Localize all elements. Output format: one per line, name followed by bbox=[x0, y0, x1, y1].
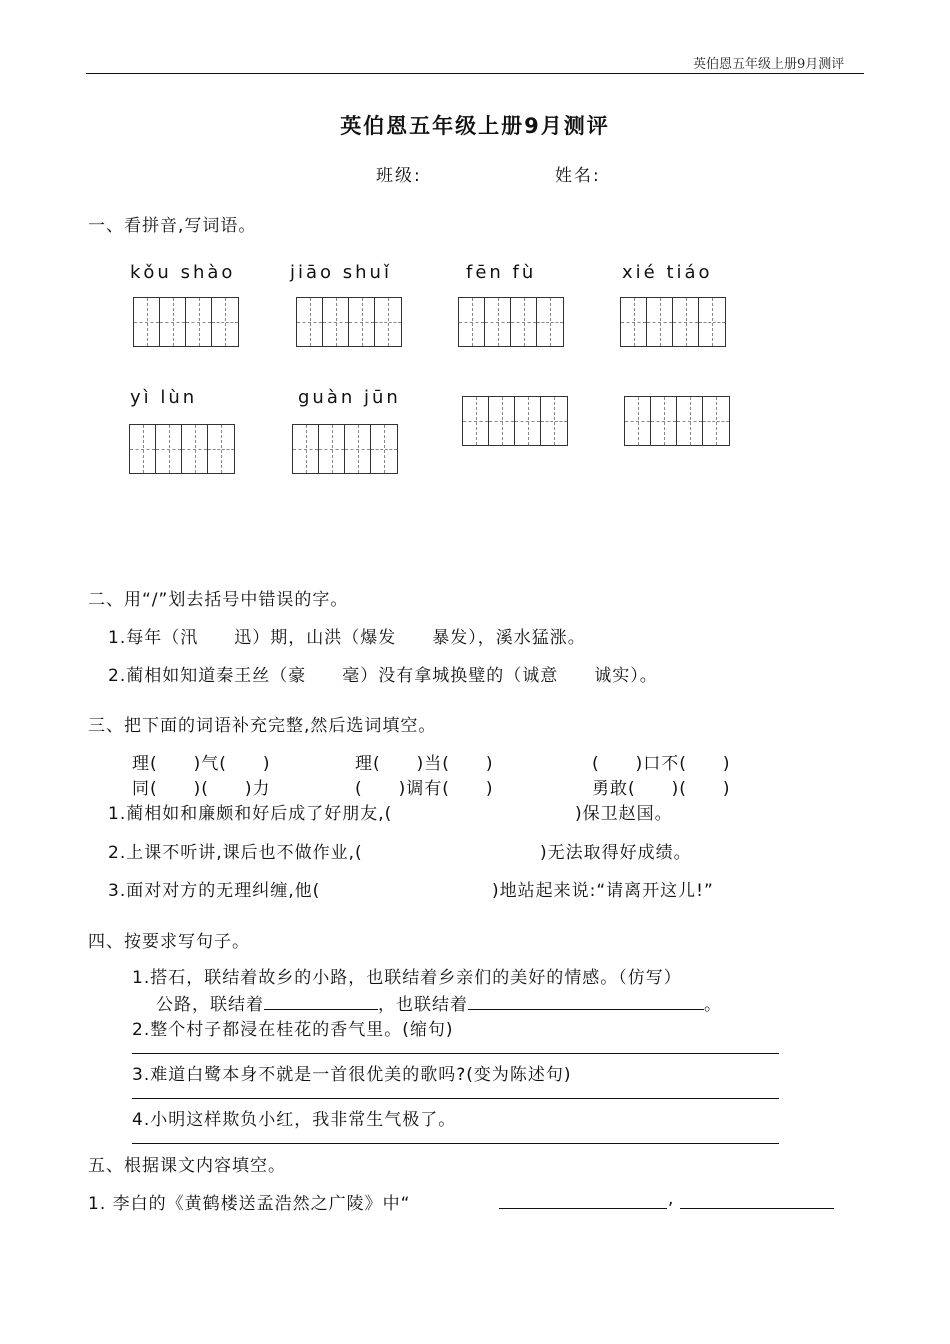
writing-grid-7[interactable] bbox=[462, 396, 568, 446]
answer-line-q3[interactable] bbox=[132, 1098, 779, 1099]
section4-heading: 四、按要求写句子。 bbox=[88, 932, 250, 952]
fill-sentence-3-after: )地站起来说:“请离开这儿!” bbox=[492, 881, 714, 901]
idiom-1[interactable]: 理( )气( ) bbox=[132, 754, 271, 774]
idiom-5[interactable]: ( )调有( ) bbox=[355, 779, 494, 799]
fill-sentence-2-before: 2.上课不听讲,课后也不做作业,( bbox=[108, 843, 363, 863]
q1-fill-middle: ，也联结着 bbox=[378, 995, 468, 1015]
writing-grid-6[interactable] bbox=[292, 424, 398, 474]
q1-blank-a[interactable] bbox=[264, 993, 378, 1010]
section2-heading: 二、用“/”划去括号中错误的字。 bbox=[88, 590, 349, 610]
section4-q1: 1.搭石，联结着故乡的小路，也联结着乡亲们的美好的情感。（仿写） bbox=[132, 968, 682, 988]
writing-grid-8[interactable] bbox=[624, 396, 730, 446]
section2-item-2: 2.蔺相如知道秦王丝（豪 毫）没有拿城换璧的（诚意 诚实）。 bbox=[108, 666, 658, 686]
idiom-3[interactable]: ( )口不( ) bbox=[592, 754, 731, 774]
header-rule bbox=[86, 73, 864, 74]
pinyin-4: xié tiáo bbox=[622, 262, 713, 283]
idiom-2[interactable]: 理( )当( ) bbox=[355, 754, 494, 774]
idiom-4[interactable]: 同( )( )力 bbox=[132, 779, 271, 799]
section4-q1-fill bbox=[156, 990, 722, 1015]
section5-q1-comma: , bbox=[668, 1189, 675, 1209]
pinyin-5: yì lùn bbox=[130, 387, 198, 408]
q1-blank-b[interactable] bbox=[468, 993, 704, 1010]
fill-sentence-2-after: )无法取得好成绩。 bbox=[540, 843, 692, 863]
writing-grid-1[interactable] bbox=[133, 297, 239, 347]
name-label: 姓名: bbox=[555, 166, 601, 186]
section5-q1: 1. 李白的《黄鹤楼送孟浩然之广陵》中“ bbox=[88, 1194, 411, 1214]
pinyin-6: guàn jūn bbox=[298, 387, 401, 408]
running-header: 英伯恩五年级上册9月测评 bbox=[693, 57, 845, 72]
fill-sentence-3-before: 3.面对对方的无理纠缠,他( bbox=[108, 881, 321, 901]
writing-grid-5[interactable] bbox=[129, 424, 235, 474]
answer-line-q4[interactable] bbox=[132, 1143, 779, 1144]
section3-heading: 三、把下面的词语补充完整,然后选词填空。 bbox=[88, 716, 437, 736]
pinyin-1: kǒu shào bbox=[130, 262, 236, 283]
pinyin-3: fēn fù bbox=[466, 262, 537, 283]
section5-q1-blank-a[interactable] bbox=[499, 1208, 667, 1209]
q1-fill-prefix: 公路，联结着 bbox=[156, 995, 264, 1015]
section5-heading: 五、根据课文内容填空。 bbox=[88, 1156, 286, 1176]
writing-grid-2[interactable] bbox=[296, 297, 402, 347]
section2-item-1: 1.每年（汛 迅）期，山洪（爆发 暴发），溪水猛涨。 bbox=[108, 628, 586, 648]
page-title: 英伯恩五年级上册9月测评 bbox=[340, 114, 610, 138]
fill-sentence-1-after: )保卫赵国。 bbox=[575, 804, 673, 824]
idiom-6[interactable]: 勇敢( )( ) bbox=[592, 779, 731, 799]
writing-grid-4[interactable] bbox=[620, 297, 726, 347]
section4-q2: 2.整个村子都浸在桂花的香气里。(缩句) bbox=[132, 1020, 454, 1040]
section4-q4: 4.小明这样欺负小红，我非常生气极了。 bbox=[132, 1110, 457, 1130]
pinyin-2: jiāo shuǐ bbox=[290, 262, 392, 283]
class-label: 班级: bbox=[376, 166, 422, 186]
q1-fill-end: 。 bbox=[704, 995, 722, 1015]
section1-heading: 一、看拼音,写词语。 bbox=[88, 216, 257, 236]
fill-sentence-1-before: 1.蔺相如和廉颇和好后成了好朋友,( bbox=[108, 804, 393, 824]
writing-grid-3[interactable] bbox=[458, 297, 564, 347]
section4-q3: 3.难道白鹭本身不就是一首很优美的歌吗?(变为陈述句) bbox=[132, 1065, 572, 1085]
answer-line-q2[interactable] bbox=[132, 1053, 779, 1054]
section5-q1-blank-b[interactable] bbox=[680, 1208, 834, 1209]
